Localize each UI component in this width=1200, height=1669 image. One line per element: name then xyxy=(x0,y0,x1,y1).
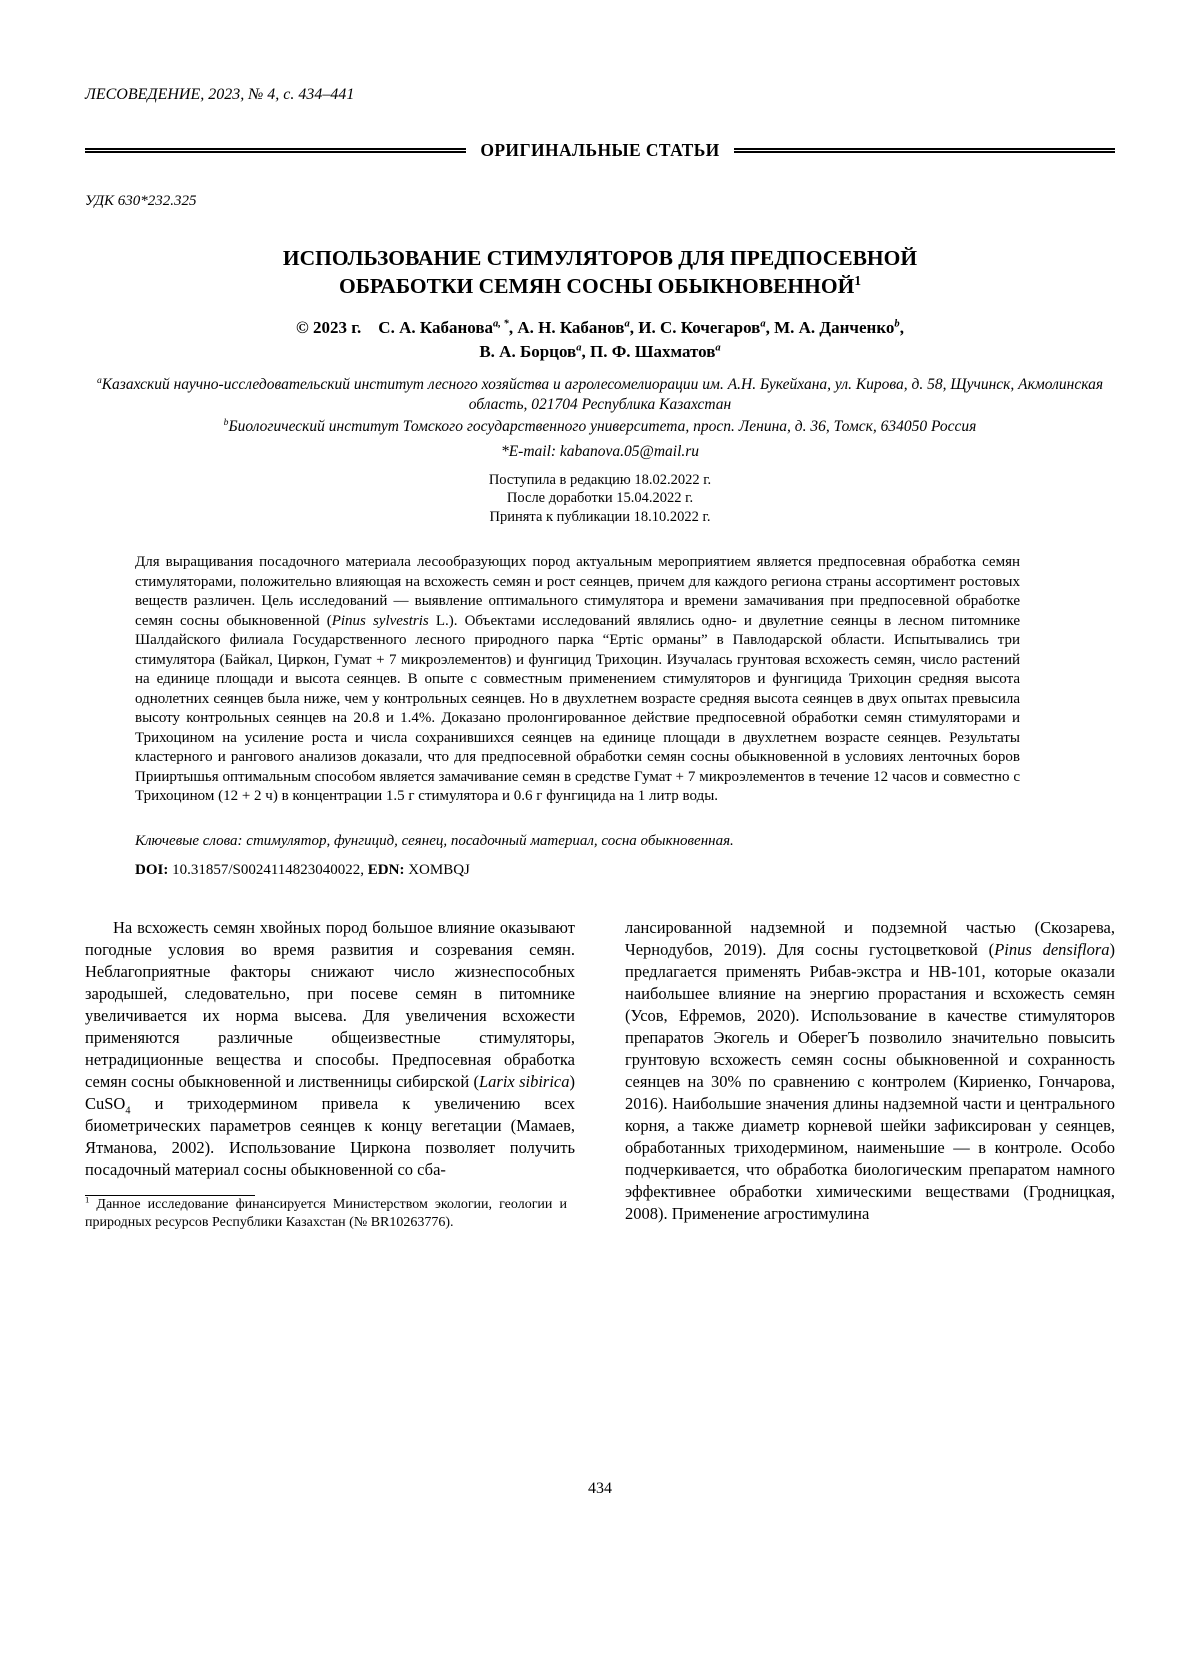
left-column-paragraph: На всхожесть семян хвойных пород большое влияние оказывают погодные условия во время развития и созревания семян. Неблагоприятные факторы снижают число жизнеспособных зародышей, следовательно, при посеве семян в питомнике увеличивается их норма высева. Для увеличения всхожести применяются различные общеизвестные стимуляторы, нетрадиционные вещества и способы. Предпосевная обработка семян сосны обыкновенной и лиственницы сибирской (Larix sibirica) CuSO$_4$ и триходермином привела к увеличению всех биометрических параметров сеянцев к концу вегетации (Мамаев, Ятманова, 2002). Использование Циркона позволяет получить посадочный материал сосны обыкновенной со сба- xyxy=(85,917,575,1179)
dates-block xyxy=(85,471,1115,528)
article-title-line2: ОБРАБОТКИ СЕМЯН СОСНЫ ОБЫКНОВЕННОЙ$^1$ xyxy=(338,273,862,299)
affiliation-b: $^b$Биологический институт Томского государственного университета, просп. Ленина, д. 36, Томск, 634050 Россия xyxy=(223,416,977,435)
article-title-line1: ИСПОЛЬЗОВАНИЕ СТИМУЛЯТОРОВ ДЛЯ ПРЕДПОСЕВНОЙ xyxy=(282,246,918,270)
footnote-text: $^1$ Данное исследование финансируется Министерством экологии, геологии и природных ресурсов Республики Казахстан (№ BR10263776). xyxy=(85,1193,567,1230)
section-label: ОРИГИНАЛЬНЫЕ СТАТЬИ xyxy=(480,140,720,160)
section-rule-left xyxy=(85,148,466,153)
authors-line2: В. А. Борцов$^a$, П. Ф. Шахматов$^a$ xyxy=(479,342,721,362)
page-number: 434 xyxy=(588,1480,612,1497)
abstract-text: Для выращивания посадочного материала лесообразующих пород актуальным мероприятием является предпосевная обработка семян стимуляторами, положительно влияющая на всхожесть семян и рост сеянцев, причем для каждого региона страны ассортимент ростовых веществ различен. Цель исследований — выявление оптимального стимулятора и времени замачивания при предпосевной обработке семян сосны обыкновенной (Pinus sylvestris L.). Объектами исследований являлись одно- и двулетние сеянцы в лесном питомнике Шалдайского филиала Государственного лесного природного парка “Ертіс орманы” в Павлодарской области. Испытывались три стимулятора (Байкал, Циркон, Гумат + 7 микроэлементов) и фунгицид Трихоцин. Изучалась грунтовая всхожесть семян, число растений на единице площади и высота сеянцев. В опыте с совместным применением стимуляторов и фунгицида Трихоцин средняя высота однолетних сеянцев была ниже, чем у контрольных сеянцев. Но в двухлетнем возрасте средняя высота сеянцев в двух опытах превысила высоту контрольных сеянцев на 20.8 и 1.4%. Доказано пролонгированное действие предпосевной обработки семян стимуляторами и Трихоцином на усиление роста и числа сохранившихся сеянцев на единице площади в двухлетнем возрасте сеянцев. Результаты кластерного и рангового анализов доказали, что для предпосевной обработки семян сосны обыкновенной в условиях ленточных боров Прииртышья оптимальным способом является замачивание семян в средстве Гумат + 7 микроэлементов в течение 12 часов и совместно с Трихоцином (12 + 2 ч) в концентрации 1.5 г стимулятора и 0.6 г фунгицида на 1 литр воды. xyxy=(135,554,1020,805)
article-title xyxy=(85,244,1115,301)
authors-line1: © 2023 г. С. А. Кабанова$^{a, *}$, А. Н. Кабанов$^a$, И. С. Кочегаров$^a$, М. А. Данченко$^b$, xyxy=(296,317,904,337)
section-rule-right xyxy=(734,148,1115,153)
affiliation-a: $^a$Казахский научно-исследовательский институт лесного хозяйства и агролесомелиорации им. А.Н. Букейхана, ул. Кирова, д. 58, Щучинск, Акмолинская область, 021704 Республика Казахстан xyxy=(96,374,1104,413)
udc-code: УДК 630*232.325 xyxy=(85,193,197,209)
revised-date: После доработки 15.04.2022 г. xyxy=(506,490,694,507)
doi-line: DOI: 10.31857/S0024114823040022, EDN: XOMBQJ xyxy=(135,861,470,878)
section-header xyxy=(85,140,1115,161)
keywords-line: Ключевые слова: стимулятор, фунгицид, сеянец, посадочный материал, сосна обыкновенная. xyxy=(135,832,734,849)
authors-block xyxy=(85,316,1115,365)
body-columns xyxy=(85,917,1115,1232)
right-column xyxy=(625,917,1115,1232)
left-column xyxy=(85,917,575,1232)
email-line: *E-mail: kabanova.05@mail.ru xyxy=(500,442,700,460)
accepted-date: Принята к публикации 18.10.2022 г. xyxy=(489,509,711,526)
received-date: Поступила в редакцию 18.02.2022 г. xyxy=(488,471,712,488)
right-column-paragraph: лансированной надземной и подземной частью (Скозарева, Чернодубов, 2019). Для сосны густоцветковой (Pinus densiflora) предлагается применять Рибав-экстра и НВ-101, которые оказали наибольшее влияние на энергию прорастания и всхожесть семян (Усов, Ефремов, 2020). Использование в качестве стимуляторов препаратов Экогель и ОберегЪ позволило значительно повысить грунтовую всхожесть семян сосны обыкновенной и сохранность сеянцев на 30% по сравнению с контролем (Кириенко, Гончарова, 2016). Наибольшие значения длины надземной части и центрального корня, а также диаметр корневой шейки зафиксирован у сеянцев, обработанных триходермином, наименьшие — в контроле. Особо подчеркивается, что обработка биологическим препаратом намного эффективнее обработки химическими веществами (Гродницкая, 2008). Применение агростимулина xyxy=(625,917,1115,1223)
journal-citation: ЛЕСОВЕДЕНИЕ, 2023, № 4, с. 434–441 xyxy=(85,86,355,103)
